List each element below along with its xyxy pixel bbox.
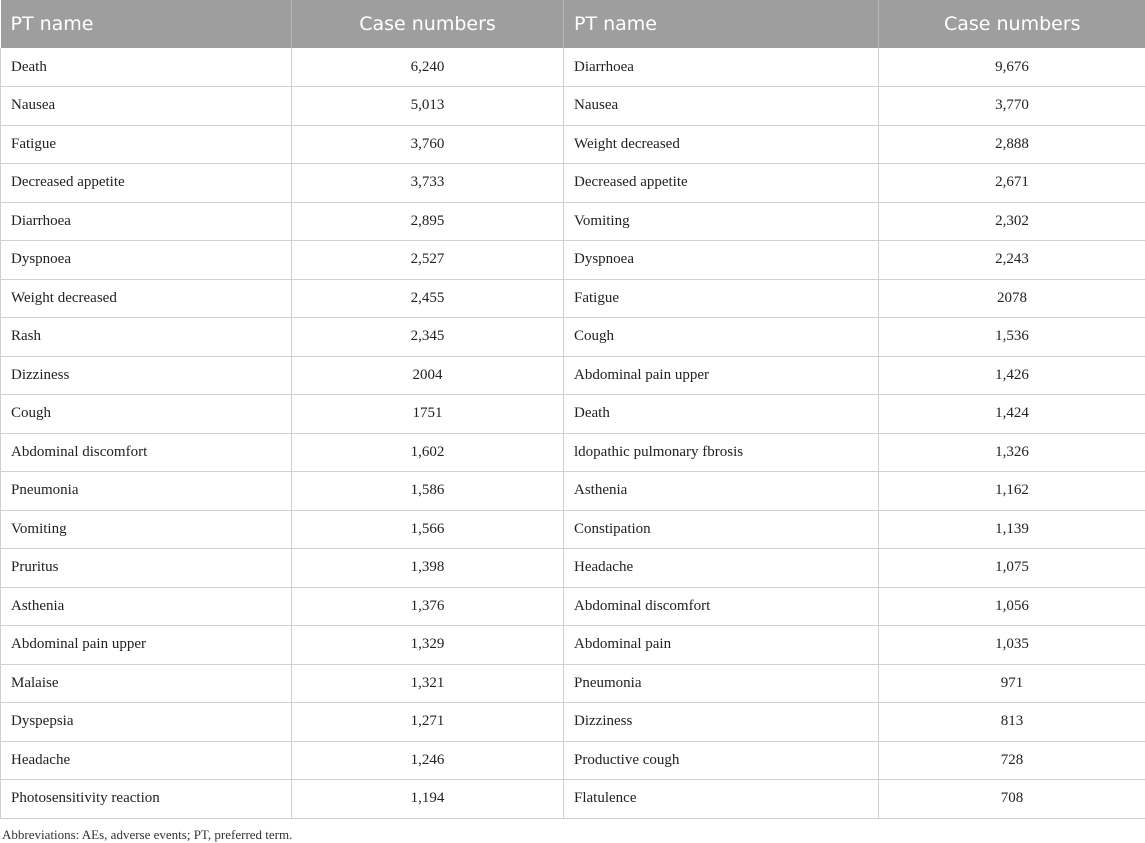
case-number-right-cell: 1,139 xyxy=(879,510,1145,549)
case-number-left-cell: 1,194 xyxy=(292,780,564,819)
case-number-left-cell: 3,733 xyxy=(292,164,564,203)
pt-name-right-cell: Nausea xyxy=(564,87,879,126)
case-number-left-cell: 1,271 xyxy=(292,703,564,742)
case-number-right-cell: 2,302 xyxy=(879,202,1145,241)
pt-name-left-cell: Malaise xyxy=(1,664,292,703)
case-number-left-cell: 1,329 xyxy=(292,626,564,665)
header-case-numbers-right: Case numbers xyxy=(879,0,1145,48)
case-number-right-cell: 9,676 xyxy=(879,48,1145,87)
table-row xyxy=(1,356,1145,395)
table-row xyxy=(1,279,1145,318)
case-number-right-cell: 1,162 xyxy=(879,472,1145,511)
pt-name-right-cell: Diarrhoea xyxy=(564,48,879,87)
pt-name-left-cell: Rash xyxy=(1,318,292,357)
case-number-right-cell: 728 xyxy=(879,741,1145,780)
case-number-right-cell: 2078 xyxy=(879,279,1145,318)
case-number-right-cell: 1,424 xyxy=(879,395,1145,434)
case-number-right-cell: 2,671 xyxy=(879,164,1145,203)
table-row xyxy=(1,164,1145,203)
case-number-right-cell: 2,243 xyxy=(879,241,1145,280)
case-number-left-cell: 1,586 xyxy=(292,472,564,511)
case-number-right-cell: 2,888 xyxy=(879,125,1145,164)
pt-name-left-cell: Nausea xyxy=(1,87,292,126)
case-number-left-cell: 1,398 xyxy=(292,549,564,588)
case-number-right-cell: 1,075 xyxy=(879,549,1145,588)
header-pt-name-left: PT name xyxy=(1,0,292,48)
pt-name-right-cell: Asthenia xyxy=(564,472,879,511)
case-number-left-cell: 1,321 xyxy=(292,664,564,703)
case-number-right-cell: 3,770 xyxy=(879,87,1145,126)
pt-name-left-cell: Dyspnoea xyxy=(1,241,292,280)
pt-name-right-cell: Constipation xyxy=(564,510,879,549)
table-row xyxy=(1,549,1145,588)
table-row xyxy=(1,472,1145,511)
table-row xyxy=(1,241,1145,280)
table-row xyxy=(1,202,1145,241)
header-row xyxy=(1,0,1145,48)
pt-name-left-cell: Pruritus xyxy=(1,549,292,588)
table-row xyxy=(1,48,1145,87)
table-row xyxy=(1,87,1145,126)
table-row xyxy=(1,587,1145,626)
table-row xyxy=(1,780,1145,819)
table-row xyxy=(1,626,1145,665)
table-row xyxy=(1,664,1145,703)
footnote: Abbreviations: AEs, adverse events; PT, preferred term. xyxy=(2,827,1145,843)
pt-name-left-cell: Abdominal discomfort xyxy=(1,433,292,472)
pt-name-right-cell: Death xyxy=(564,395,879,434)
case-number-left-cell: 1,566 xyxy=(292,510,564,549)
table-row xyxy=(1,703,1145,742)
case-number-left-cell: 1,376 xyxy=(292,587,564,626)
pt-name-right-cell: Decreased appetite xyxy=(564,164,879,203)
pt-name-right-cell: Weight decreased xyxy=(564,125,879,164)
pt-name-left-cell: Decreased appetite xyxy=(1,164,292,203)
pt-name-left-cell: Weight decreased xyxy=(1,279,292,318)
header-pt-name-right: PT name xyxy=(564,0,879,48)
case-number-left-cell: 5,013 xyxy=(292,87,564,126)
table-row xyxy=(1,510,1145,549)
table-row xyxy=(1,395,1145,434)
pt-name-right-cell: Abdominal pain upper xyxy=(564,356,879,395)
case-number-right-cell: 1,536 xyxy=(879,318,1145,357)
case-number-right-cell: 708 xyxy=(879,780,1145,819)
case-number-right-cell: 971 xyxy=(879,664,1145,703)
case-number-left-cell: 1751 xyxy=(292,395,564,434)
table-body xyxy=(1,48,1145,818)
header-case-numbers-left: Case numbers xyxy=(292,0,564,48)
case-number-right-cell: 1,035 xyxy=(879,626,1145,665)
pt-name-left-cell: Asthenia xyxy=(1,587,292,626)
table-row xyxy=(1,433,1145,472)
pt-name-right-cell: Vomiting xyxy=(564,202,879,241)
case-number-right-cell: 1,056 xyxy=(879,587,1145,626)
pt-name-right-cell: Abdominal discomfort xyxy=(564,587,879,626)
pt-name-right-cell: Dyspnoea xyxy=(564,241,879,280)
pt-name-right-cell: Pneumonia xyxy=(564,664,879,703)
case-number-left-cell: 2,455 xyxy=(292,279,564,318)
case-number-left-cell: 2,345 xyxy=(292,318,564,357)
pt-name-right-cell: ldopathic pulmonary fbrosis xyxy=(564,433,879,472)
pt-name-right-cell: Headache xyxy=(564,549,879,588)
case-number-left-cell: 3,760 xyxy=(292,125,564,164)
case-number-left-cell: 2004 xyxy=(292,356,564,395)
pt-name-right-cell: Abdominal pain xyxy=(564,626,879,665)
pt-name-left-cell: Vomiting xyxy=(1,510,292,549)
pt-name-right-cell: Dizziness xyxy=(564,703,879,742)
case-number-left-cell: 6,240 xyxy=(292,48,564,87)
pt-name-right-cell: Fatigue xyxy=(564,279,879,318)
table-row xyxy=(1,125,1145,164)
pt-name-left-cell: Fatigue xyxy=(1,125,292,164)
table-header xyxy=(1,0,1145,48)
pt-name-left-cell: Diarrhoea xyxy=(1,202,292,241)
pt-name-left-cell: Abdominal pain upper xyxy=(1,626,292,665)
case-number-left-cell: 1,602 xyxy=(292,433,564,472)
pt-name-left-cell: Cough xyxy=(1,395,292,434)
pt-name-left-cell: Dizziness xyxy=(1,356,292,395)
pt-name-right-cell: Flatulence xyxy=(564,780,879,819)
case-number-right-cell: 813 xyxy=(879,703,1145,742)
pt-name-left-cell: Pneumonia xyxy=(1,472,292,511)
case-number-left-cell: 2,895 xyxy=(292,202,564,241)
pt-name-left-cell: Headache xyxy=(1,741,292,780)
table-row xyxy=(1,741,1145,780)
case-number-left-cell: 2,527 xyxy=(292,241,564,280)
pt-name-left-cell: Dyspepsia xyxy=(1,703,292,742)
case-number-right-cell: 1,426 xyxy=(879,356,1145,395)
case-number-left-cell: 1,246 xyxy=(292,741,564,780)
case-number-right-cell: 1,326 xyxy=(879,433,1145,472)
pt-name-left-cell: Death xyxy=(1,48,292,87)
pt-name-right-cell: Productive cough xyxy=(564,741,879,780)
pt-name-right-cell: Cough xyxy=(564,318,879,357)
table-row xyxy=(1,318,1145,357)
pt-name-left-cell: Photosensitivity reaction xyxy=(1,780,292,819)
